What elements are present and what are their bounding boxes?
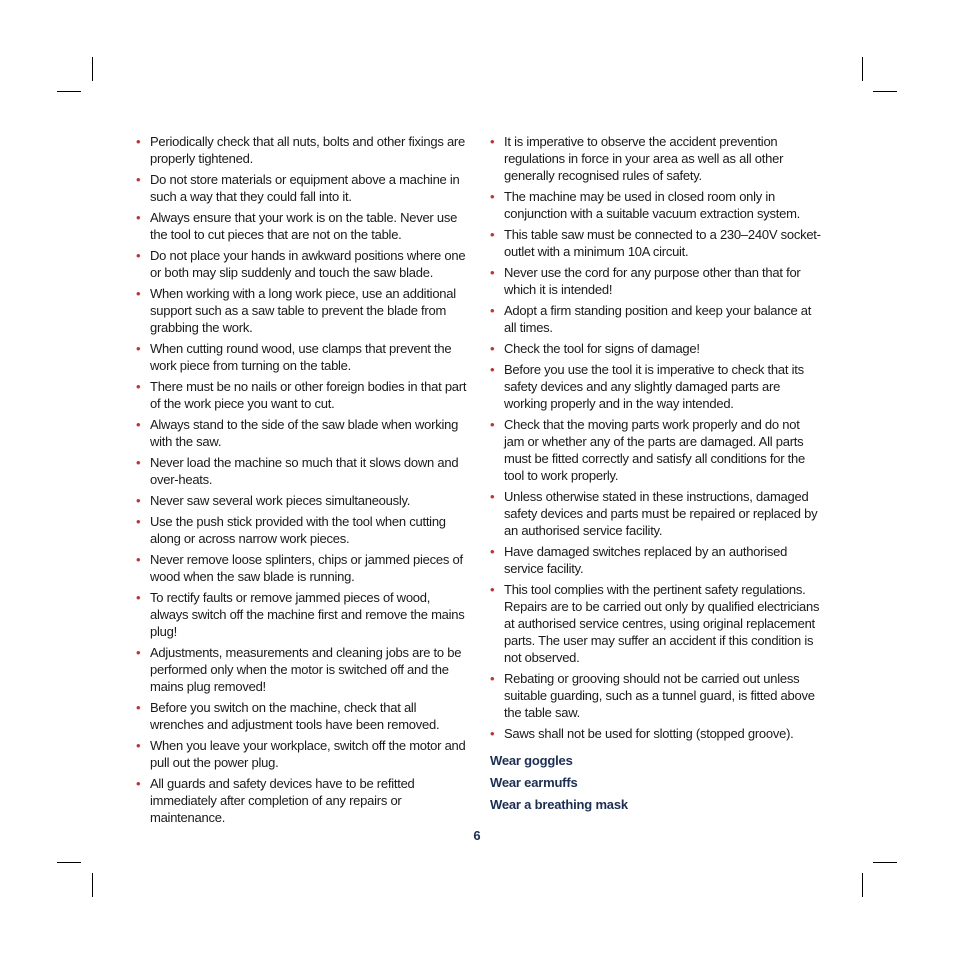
safety-list-item-text: Check the tool for signs of damage! [504, 341, 700, 356]
bullet-icon: • [136, 776, 141, 791]
right-safety-list [490, 133, 822, 746]
safety-list-item [136, 340, 468, 374]
bullet-icon: • [136, 493, 141, 508]
safety-list-item [136, 133, 468, 167]
safety-list-item-text: When working with a long work piece, use an additional support such as a saw table to prevent the blade from grabbing the work. [150, 286, 456, 335]
safety-list-item-text: Before you switch on the machine, check that all wrenches and adjustment tools have been removed. [150, 700, 440, 732]
bullet-icon: • [490, 489, 495, 504]
bullet-icon: • [490, 227, 495, 242]
safety-list-item [136, 737, 468, 771]
safety-list-item [136, 247, 468, 281]
safety-list-item [490, 133, 822, 184]
safety-list-item [136, 551, 468, 585]
bullet-icon: • [490, 417, 495, 432]
safety-list-item-text: This tool complies with the pertinent safety regulations. Repairs are to be carried out only by qualified electricians at authorised service centres, using original replacement parts. The user may suffer an accident if this condition is not observed. [504, 582, 820, 665]
safety-list-item [136, 454, 468, 488]
safety-list-item-text: When you leave your workplace, switch off the motor and pull out the power plug. [150, 738, 466, 770]
bullet-icon: • [136, 738, 141, 753]
bullet-icon: • [490, 303, 495, 318]
bullet-icon: • [136, 455, 141, 470]
safety-list-item [490, 264, 822, 298]
safety-list-item-text: When cutting round wood, use clamps that prevent the work piece from turning on the table. [150, 341, 452, 373]
bullet-icon: • [490, 341, 495, 356]
bullet-icon: • [136, 645, 141, 660]
safety-list-item-text: Always ensure that your work is on the table. Never use the tool to cut pieces that are not on the table. [150, 210, 458, 242]
safety-list-item-text: Never load the machine so much that it slows down and over-heats. [150, 455, 459, 487]
safety-list-item [490, 188, 822, 222]
safety-list-item [136, 378, 468, 412]
left-safety-list [136, 133, 468, 830]
safety-list-item [136, 513, 468, 547]
safety-list-item [490, 416, 822, 484]
protective-equipment-item: Wear a breathing mask [490, 797, 628, 812]
safety-list-item-text: All guards and safety devices have to be refitted immediately after completion of any repairs or maintenance. [150, 776, 415, 825]
safety-list-item-text: To rectify faults or remove jammed pieces of wood, always switch off the machine first and remove the mains plug! [150, 590, 465, 639]
bullet-icon: • [136, 700, 141, 715]
safety-list-item [136, 492, 468, 509]
safety-list-item [136, 171, 468, 205]
crop-mark-top-right-vertical [862, 57, 863, 81]
bullet-icon: • [136, 417, 141, 432]
crop-mark-top-left-vertical [92, 57, 93, 81]
crop-mark-bottom-left-vertical [92, 873, 93, 897]
safety-list-item-text: Never saw several work pieces simultaneously. [150, 493, 411, 508]
protective-equipment-item: Wear earmuffs [490, 775, 578, 790]
crop-mark-bottom-left-horizontal [57, 862, 81, 863]
bullet-icon: • [490, 265, 495, 280]
crop-mark-bottom-right-horizontal [873, 862, 897, 863]
bullet-icon: • [136, 552, 141, 567]
safety-list-item-text: Check that the moving parts work properly and do not jam or whether any of the parts are damaged. All parts must be fitted correctly and satisfy all conditions for the tool to work properly. [504, 417, 806, 483]
crop-mark-top-left-horizontal [57, 91, 81, 92]
protective-equipment-item: Wear goggles [490, 753, 573, 768]
safety-list-item-text: The machine may be used in closed room only in conjunction with a suitable vacuum extraction system. [504, 189, 801, 221]
bullet-icon: • [490, 134, 495, 149]
bullet-icon: • [136, 341, 141, 356]
safety-list-item-text: Do not store materials or equipment above a machine in such a way that they could fall into it. [150, 172, 460, 204]
safety-list-item-text: Never remove loose splinters, chips or jammed pieces of wood when the saw blade is running. [150, 552, 463, 584]
bullet-icon: • [136, 379, 141, 394]
safety-list-item [490, 340, 822, 357]
safety-list-item-text: Adopt a firm standing position and keep your balance at all times. [504, 303, 812, 335]
bullet-icon: • [136, 590, 141, 605]
safety-list-item [490, 488, 822, 539]
safety-list-item [490, 725, 822, 742]
safety-list-item-text: Periodically check that all nuts, bolts and other fixings are properly tightened. [150, 134, 465, 166]
safety-list-item-text: There must be no nails or other foreign bodies in that part of the work piece you want to cut. [150, 379, 467, 411]
bullet-icon: • [136, 514, 141, 529]
safety-list-item [136, 209, 468, 243]
safety-list-item-text: It is imperative to observe the accident prevention regulations in force in your area as well as all other generally recognised rules of safety. [504, 134, 784, 183]
safety-list-item-text: Never use the cord for any purpose other than that for which it is intended! [504, 265, 801, 297]
safety-list-item [136, 416, 468, 450]
safety-list-item-text: Saws shall not be used for slotting (stopped groove). [504, 726, 794, 741]
safety-list-item [136, 589, 468, 640]
page-number: 6 [473, 828, 481, 843]
safety-list-item-text: Do not place your hands in awkward positions where one or both may slip suddenly and touch the saw blade. [150, 248, 466, 280]
safety-list-item-text: Rebating or grooving should not be carried out unless suitable guarding, such as a tunnel guard, is fitted above the table saw. [504, 671, 815, 720]
safety-list-item [490, 226, 822, 260]
crop-mark-top-right-horizontal [873, 91, 897, 92]
safety-list-item-text: Adjustments, measurements and cleaning jobs are to be performed only when the motor is switched off and the mains plug removed! [150, 645, 462, 694]
bullet-icon: • [136, 286, 141, 301]
safety-list-item [136, 699, 468, 733]
safety-list-item [136, 285, 468, 336]
bullet-icon: • [136, 134, 141, 149]
safety-list-item [490, 361, 822, 412]
safety-list-item-text: This table saw must be connected to a 230–240V socket-outlet with a minimum 10A circuit. [504, 227, 821, 259]
safety-list-item [136, 644, 468, 695]
bullet-icon: • [490, 671, 495, 686]
bullet-icon: • [490, 726, 495, 741]
bullet-icon: • [490, 544, 495, 559]
safety-list-item [490, 670, 822, 721]
protective-equipment-list [490, 752, 790, 818]
safety-list-item [136, 775, 468, 826]
bullet-icon: • [136, 172, 141, 187]
bullet-icon: • [490, 189, 495, 204]
bullet-icon: • [136, 248, 141, 263]
safety-list-item-text: Unless otherwise stated in these instructions, damaged safety devices and parts must be repaired or replaced by an authorised service facility. [504, 489, 818, 538]
bullet-icon: • [490, 582, 495, 597]
crop-mark-bottom-right-vertical [862, 873, 863, 897]
safety-list-item [490, 581, 822, 666]
safety-list-item-text: Have damaged switches replaced by an authorised service facility. [504, 544, 788, 576]
safety-list-item [490, 302, 822, 336]
safety-list-item-text: Before you use the tool it is imperative to check that its safety devices and any slightly damaged parts are working properly and in the way intended. [504, 362, 804, 411]
bullet-icon: • [136, 210, 141, 225]
safety-list-item-text: Always stand to the side of the saw blade when working with the saw. [150, 417, 459, 449]
bullet-icon: • [490, 362, 495, 377]
safety-list-item-text: Use the push stick provided with the tool when cutting along or across narrow work pieces. [150, 514, 446, 546]
safety-list-item [490, 543, 822, 577]
